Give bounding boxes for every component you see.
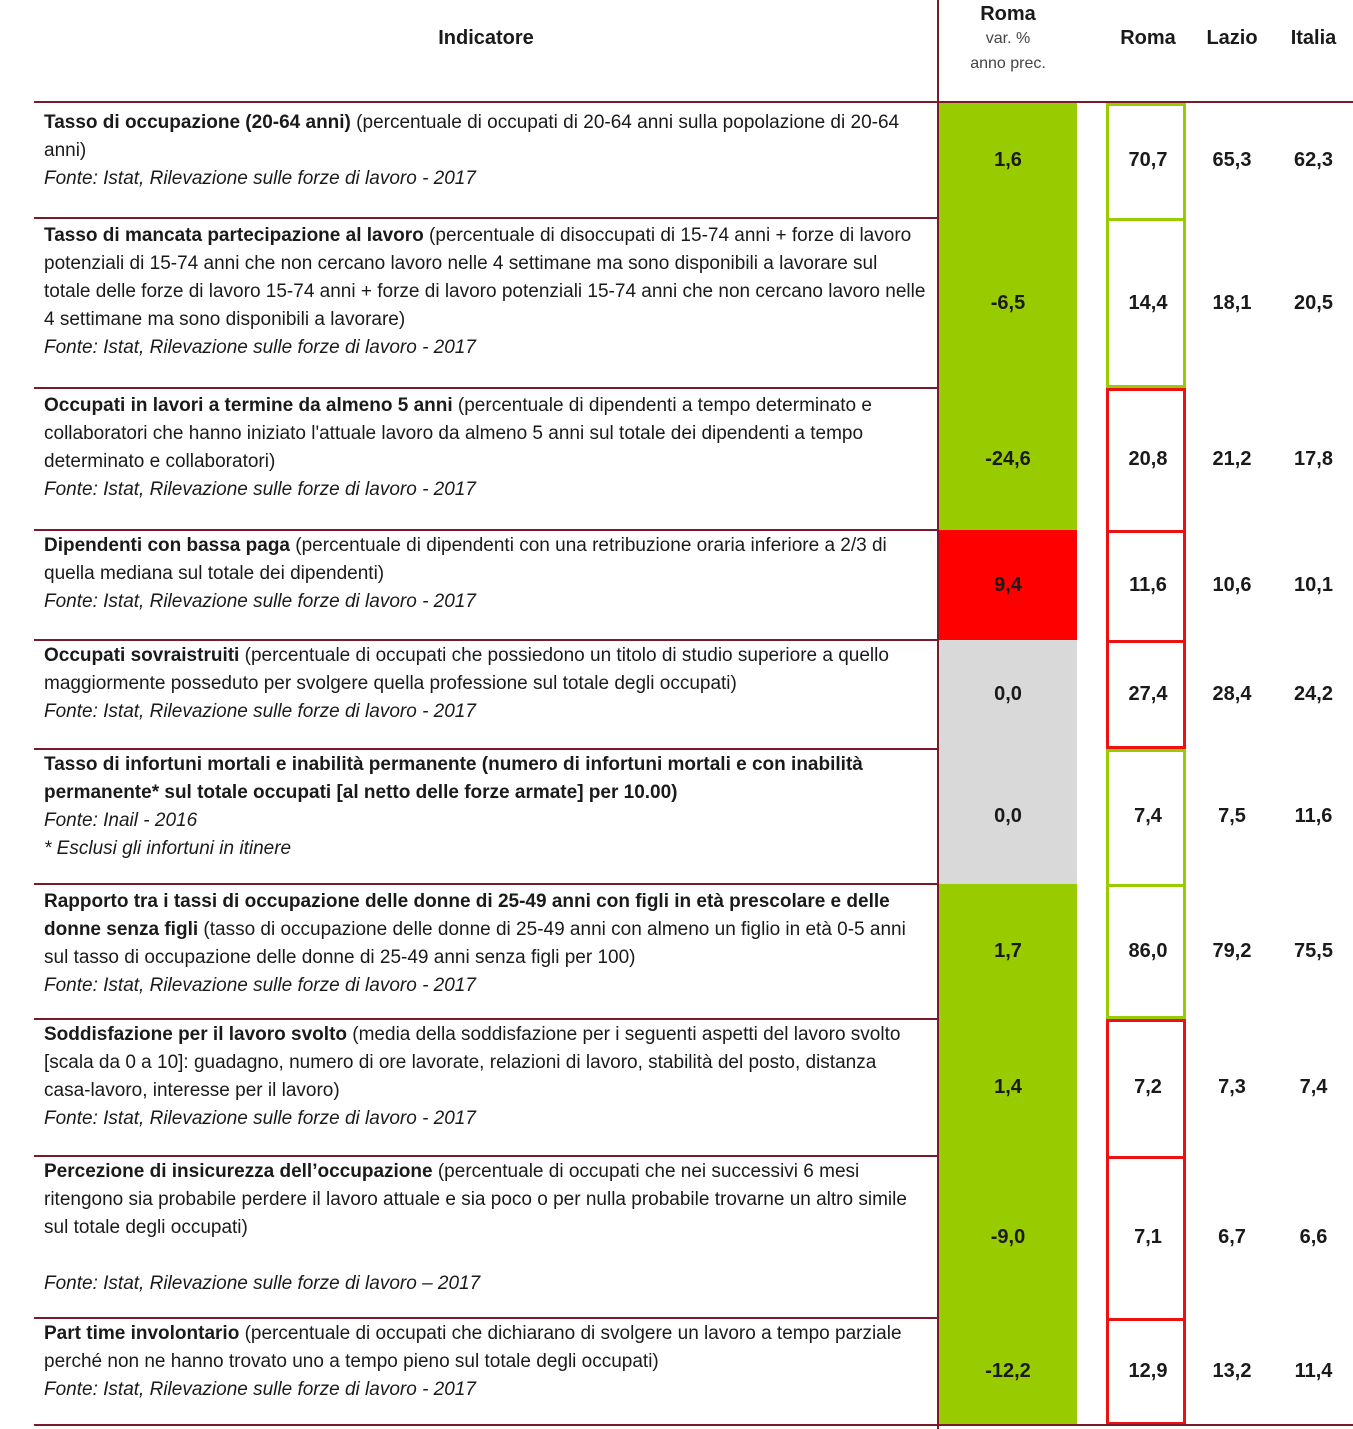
value-italia: 75,5 <box>1294 940 1333 962</box>
indicator-title: Tasso di infortuni mortali e inabilità permanente (numero di infortuni mortali e con inabilità permanente* sul totale occupati [al netto delle forze armate] per 10.00) <box>44 754 863 803</box>
value-italia: 7,4 <box>1299 1076 1328 1098</box>
value-roma: 7,1 <box>1134 1225 1162 1248</box>
indicator-description <box>44 1158 928 1298</box>
value-roma: 86,0 <box>1128 940 1168 962</box>
indicator-description <box>44 1320 928 1404</box>
indicator-description <box>44 888 928 1000</box>
indicator-title: Occupati in lavori a termine da almeno 5 anni <box>44 395 453 416</box>
header-italia: Italia <box>1290 27 1337 49</box>
indicator-source: Fonte: Istat, Rilevazione sulle forze di lavoro - 2017 <box>44 591 476 612</box>
value-italia: 6,6 <box>1299 1225 1328 1248</box>
indicator-description <box>44 109 928 193</box>
var-percent-cell: 1,4 <box>939 1019 1077 1156</box>
indicator-source: Fonte: Inail - 2016 <box>44 810 198 831</box>
header-var <box>938 0 1078 102</box>
indicator-title: Soddisfazione per il lavoro svolto <box>44 1024 347 1045</box>
indicator-detail: (percentuale di dipendenti a tempo determinato e collaboratori che hanno iniziato l'attuale lavoro da almeno 5 anni sul totale dei dipendenti a tempo determinato e collaboratori) <box>44 395 872 472</box>
value-lazio: 6,7 <box>1218 1225 1246 1248</box>
value-italia: 10,1 <box>1294 573 1333 596</box>
table-row <box>0 388 1353 530</box>
value-roma: 7,4 <box>1134 805 1162 827</box>
table-row <box>0 640 1353 749</box>
indicator-title: Tasso di occupazione (20-64 anni) <box>44 112 351 133</box>
var-percent-cell: 0,0 <box>939 749 1077 884</box>
indicator-detail: (tasso di occupazione delle donne di 25-49 anni con almeno un figlio in età 0-5 anni sul tasso di occupazione delle donne di 25-49 anni senza figli per 100) <box>44 919 906 968</box>
indicator-source: Fonte: Istat, Rilevazione sulle forze di lavoro - 2017 <box>44 701 476 722</box>
indicator-source: Fonte: Istat, Rilevazione sulle forze di lavoro - 2017 <box>44 337 476 358</box>
var-percent-cell: -12,2 <box>939 1318 1077 1425</box>
value-roma: 27,4 <box>1128 683 1168 705</box>
indicator-source: Fonte: Istat, Rilevazione sulle forze di lavoro - 2017 <box>44 168 476 189</box>
table-row <box>0 103 1353 218</box>
value-roma: 70,7 <box>1128 149 1168 171</box>
value-roma: 7,2 <box>1134 1076 1162 1098</box>
value-lazio: 18,1 <box>1212 291 1252 314</box>
table-row <box>0 218 1353 388</box>
table-row <box>0 1318 1353 1425</box>
column-divider <box>937 0 939 1429</box>
indicator-source: Fonte: Istat, Rilevazione sulle forze di lavoro - 2017 <box>44 1108 476 1129</box>
value-lazio: 65,3 <box>1212 149 1252 171</box>
header-var-title: Roma <box>980 3 1036 25</box>
indicator-detail: (percentuale di occupati di 20-64 anni sulla popolazione di 20-64 anni) <box>44 112 900 161</box>
table-row <box>0 530 1353 640</box>
var-percent-cell: 1,7 <box>939 884 1077 1019</box>
indicator-detail: (percentuale di occupati che nei successivi 6 mesi ritengono sia probabile perdere il lavoro attuale e sia poco o per nulla probabile trovarne un altro simile sul totale degli occupati) <box>44 1161 907 1238</box>
indicator-description <box>44 532 928 616</box>
value-roma: 11,6 <box>1129 573 1167 596</box>
var-percent-cell: -24,6 <box>939 388 1077 530</box>
indicator-note: * Esclusi gli infortuni in itinere <box>44 838 292 859</box>
value-italia: 17,8 <box>1294 447 1333 470</box>
indicator-title: Part time involontario <box>44 1323 240 1344</box>
indicator-description <box>44 1021 928 1133</box>
header-indicator: Indicatore <box>438 27 534 49</box>
value-roma: 20,8 <box>1128 447 1168 470</box>
indicator-title: Percezione di insicurezza dell’occupazione <box>44 1161 433 1182</box>
indicator-source: Fonte: Istat, Rilevazione sulle forze di lavoro - 2017 <box>44 479 476 500</box>
indicator-source: Fonte: Istat, Rilevazione sulle forze di lavoro - 2017 <box>44 1379 476 1400</box>
value-lazio: 7,5 <box>1218 805 1246 827</box>
value-lazio: 7,3 <box>1218 1076 1246 1098</box>
header-roma: Roma <box>1120 27 1176 49</box>
value-italia: 24,2 <box>1294 683 1333 705</box>
table-row <box>0 1156 1353 1318</box>
header-lazio: Lazio <box>1206 27 1258 49</box>
indicator-detail: (percentuale di occupati che possiedono un titolo di studio superiore a quello maggiormente posseduto per svolgere quella professione sul totale degli occupati) <box>44 645 889 694</box>
indicator-source: Fonte: Istat, Rilevazione sulle forze di lavoro – 2017 <box>44 1273 481 1294</box>
var-percent-cell: -9,0 <box>939 1156 1077 1318</box>
value-italia: 11,4 <box>1294 1360 1333 1382</box>
value-italia: 62,3 <box>1294 149 1333 171</box>
table-row <box>0 1019 1353 1156</box>
value-roma: 12,9 <box>1128 1360 1168 1382</box>
value-lazio: 10,6 <box>1212 573 1252 596</box>
table-row <box>0 749 1353 884</box>
indicator-description <box>44 751 928 863</box>
value-lazio: 21,2 <box>1212 447 1252 470</box>
value-lazio: 79,2 <box>1212 940 1252 962</box>
header-var-sub1: var. % <box>985 30 1031 47</box>
indicator-detail: (media della soddisfazione per i seguenti aspetti del lavoro svolto [scala da 0 a 10]: guadagno, numero di ore lavorate, relazioni di lavoro, stabilità del posto, distanza casa-lavoro, interesse per il lavoro) <box>44 1024 901 1101</box>
value-italia: 11,6 <box>1294 805 1333 827</box>
indicator-description <box>44 642 928 726</box>
header-var-sub2: anno prec. <box>970 55 1046 72</box>
value-roma: 14,4 <box>1128 291 1168 314</box>
indicator-title: Tasso di mancata partecipazione al lavoro <box>44 225 424 246</box>
indicator-title: Dipendenti con bassa paga <box>44 535 290 556</box>
indicator-detail: (percentuale di occupati che dichiarano di svolgere un lavoro a tempo parziale perché non ne hanno trovato uno a tempo pieno sul totale degli occupati) <box>44 1323 902 1372</box>
var-percent-cell: 0,0 <box>939 640 1077 749</box>
indicator-source: Fonte: Istat, Rilevazione sulle forze di lavoro - 2017 <box>44 975 476 996</box>
value-italia: 20,5 <box>1294 291 1333 314</box>
table-row <box>0 884 1353 1019</box>
var-percent-cell: 1,6 <box>939 103 1077 218</box>
indicator-description <box>44 222 928 362</box>
var-percent-cell: 9,4 <box>939 530 1077 640</box>
var-percent-cell: -6,5 <box>939 218 1077 388</box>
value-lazio: 28,4 <box>1212 683 1252 705</box>
table-bottom-line <box>34 1424 1353 1426</box>
indicator-detail: (percentuale di disoccupati di 15-74 anni + forze di lavoro potenziali di 15-74 anni che non cercano lavoro nelle 4 settimane ma sono disponibili a lavorare sul totale delle forze di lavoro 15-74 anni + forze di lavoro potenziali 15-74 anni che non cercano lavoro nelle 4 settimane ma sono disponibili a lavorare) <box>44 225 926 330</box>
value-lazio: 13,2 <box>1212 1360 1252 1382</box>
indicator-title: Rapporto tra i tassi di occupazione delle donne di 25-49 anni con figli in età prescolare e delle donne senza figli <box>44 891 890 940</box>
indicator-description <box>44 392 928 504</box>
indicator-detail: (percentuale di dipendenti con una retribuzione oraria inferiore a 2/3 di quella mediana sul totale dei dipendenti) <box>44 535 887 584</box>
indicator-title: Occupati sovraistruiti <box>44 645 240 666</box>
